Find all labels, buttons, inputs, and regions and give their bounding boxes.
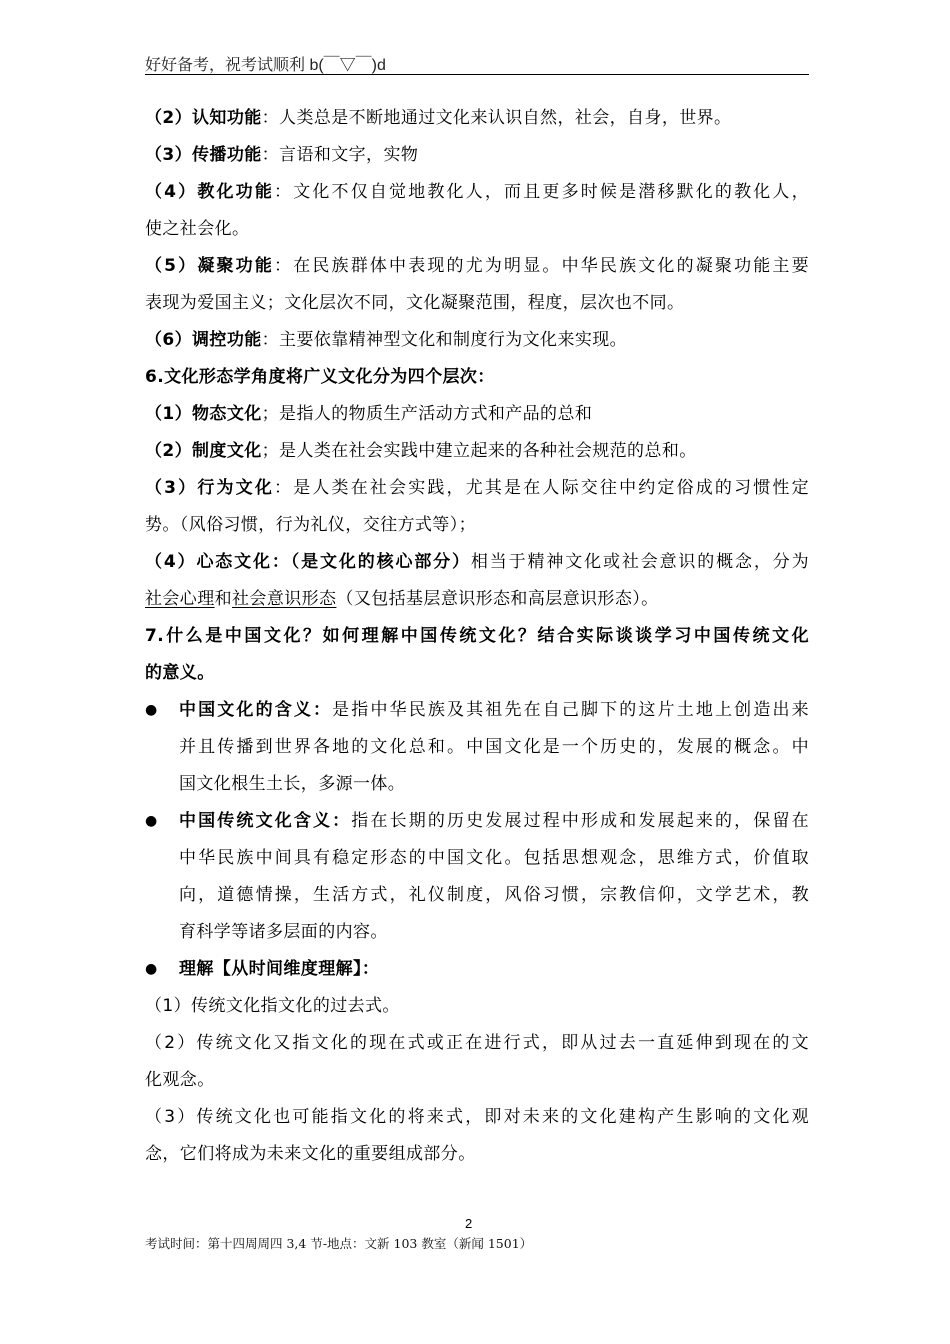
definition: 指在长期的历史发展过程中形成和发展起来的，保留在 <box>351 811 809 831</box>
item-number: （4） <box>145 182 198 202</box>
time-past-line: （1）传统文化指文化的过去式。 <box>145 996 400 1016</box>
colon: ： <box>274 182 294 202</box>
term: 调控功能 <box>192 330 262 350</box>
term: 行为文化 <box>197 478 275 498</box>
question-6-heading: 6.文化形态学角度将广义文化分为四个层次： <box>145 367 495 387</box>
item-number: （3） <box>145 145 193 165</box>
bullet-line: 育科学等诸多层面的内容。 <box>179 922 388 942</box>
behavior-culture-line <box>145 470 809 507</box>
mentality-culture-line <box>145 544 809 581</box>
definition: 人类总是不断地通过文化来认识自然，社会，自身，世界。 <box>279 108 732 128</box>
bullet-line <box>179 692 809 729</box>
definition: 主要依靠精神型文化和制度行为文化来实现。 <box>279 330 628 350</box>
material-culture-line <box>145 396 809 433</box>
cohesion-function-continuation: 表现为爱国主义；文化层次不同，文化凝聚范围，程度，层次也不同。 <box>145 293 685 313</box>
system-culture-line <box>145 433 809 470</box>
time-future-continuation: 念，它们将成为未来文化的重要组成部分。 <box>145 1144 476 1164</box>
definition: 相当于精神文化或社会意识的概念，分为 <box>470 552 810 572</box>
definition: ：是人类在社会实践，尤其是在人际交往中约定俗成的习惯性定 <box>274 478 810 498</box>
page-footer: 考试时间：第十四周周四 3,4 节-地点：文新 103 教室（新闻 1501） <box>145 1236 533 1251</box>
cohesion-function-line <box>145 248 809 285</box>
bullet-line: 中华民族中间具有稳定形态的中国文化。包括思想观念，思维方式，价值取 <box>179 848 809 868</box>
bullet-icon: ● <box>145 961 158 977</box>
header-rule <box>145 74 809 75</box>
bullet-understanding <box>145 951 809 988</box>
term: 中国文化的含义： <box>179 700 333 720</box>
underlined-term: 社会心理 <box>145 589 215 609</box>
item-number: （5） <box>145 256 198 276</box>
term: 认知功能 <box>192 108 262 128</box>
bullet-icon: ● <box>145 702 158 718</box>
term: 物态文化 <box>192 404 262 424</box>
cognitive-function-line <box>145 100 809 137</box>
definition: 在民族群体中表现的尤为明显。中华民族文化的凝聚功能主要 <box>293 256 809 276</box>
spread-function-line <box>145 137 809 174</box>
term: 中国传统文化含义： <box>179 811 352 831</box>
definition: 言语和文字，实物 <box>279 145 419 165</box>
item-number: （6） <box>145 330 193 350</box>
bullet-line: 向，道德情操，生活方式，礼仪制度，风俗习惯，宗教信仰，文学艺术，教 <box>179 885 809 905</box>
colon: ： <box>261 330 280 350</box>
education-function-line <box>145 174 809 211</box>
definition: ；是人类在社会实践中建立起来的各种社会规范的总和。 <box>261 441 697 461</box>
page-header: 好好备考，祝考试顺利 b(￣▽￣)d <box>145 57 386 74</box>
item-number: （3） <box>145 478 198 498</box>
definition: 文化不仅自觉地教化人，而且更多时候是潜移默化的教化人， <box>293 182 809 202</box>
time-present-line: （2）传统文化又指文化的现在式或正在进行式，即从过去一直延伸到现在的文 <box>145 1033 809 1053</box>
colon: ： <box>261 108 280 128</box>
item-number: （2） <box>145 441 193 461</box>
underlined-term: 社会意识形态 <box>232 589 337 609</box>
term: 凝聚功能 <box>197 256 275 276</box>
bullet-line <box>179 803 809 840</box>
term: 心态文化：（是文化的核心部分） <box>196 552 471 572</box>
bullet-line: 并且传播到世界各地的文化总和。中国文化是一个历史的，发展的概念。中 <box>179 737 809 757</box>
behavior-culture-continuation: 势。（风俗习惯，行为礼仪，交往方式等）； <box>145 515 476 535</box>
bullet-chinese-culture <box>145 692 809 803</box>
mentality-culture-continuation <box>145 581 809 618</box>
item-number: （1） <box>145 404 193 424</box>
item-number: （2） <box>145 108 193 128</box>
colon: ： <box>261 145 280 165</box>
question-7-heading-continuation: 的意义。 <box>145 663 215 683</box>
definition: （又包括基层意识形态和高层意识形态）。 <box>336 589 659 609</box>
bullet-icon: ● <box>145 813 158 829</box>
definition: 是指中华民族及其祖先在自己脚下的这片土地上创造出来 <box>332 700 810 720</box>
definition: ；是指人的物质生产活动方式和产品的总和 <box>261 404 593 424</box>
term: 制度文化 <box>192 441 262 461</box>
colon: ： <box>274 256 294 276</box>
conjunction: 和 <box>214 589 233 609</box>
education-function-continuation: 使之社会化。 <box>145 219 250 239</box>
document-body <box>145 100 809 1173</box>
term: 教化功能 <box>197 182 275 202</box>
time-future-line: （3）传统文化也可能指文化的将来式，即对未来的文化建构产生影响的文化观 <box>145 1107 809 1127</box>
term: 传播功能 <box>192 145 262 165</box>
page-number: 2 <box>465 1216 473 1231</box>
item-number: （4） <box>145 552 197 572</box>
bullet-line: 理解【从时间维度理解】： <box>179 959 380 979</box>
regulation-function-line <box>145 322 809 359</box>
bullet-line: 国文化根生土长，多源一体。 <box>179 774 406 794</box>
time-present-continuation: 化观念。 <box>145 1070 215 1090</box>
question-7-heading: 7.什么是中国文化？如何理解中国传统文化？结合实际谈谈学习中国传统文化 <box>145 626 809 646</box>
bullet-traditional-culture <box>145 803 809 951</box>
